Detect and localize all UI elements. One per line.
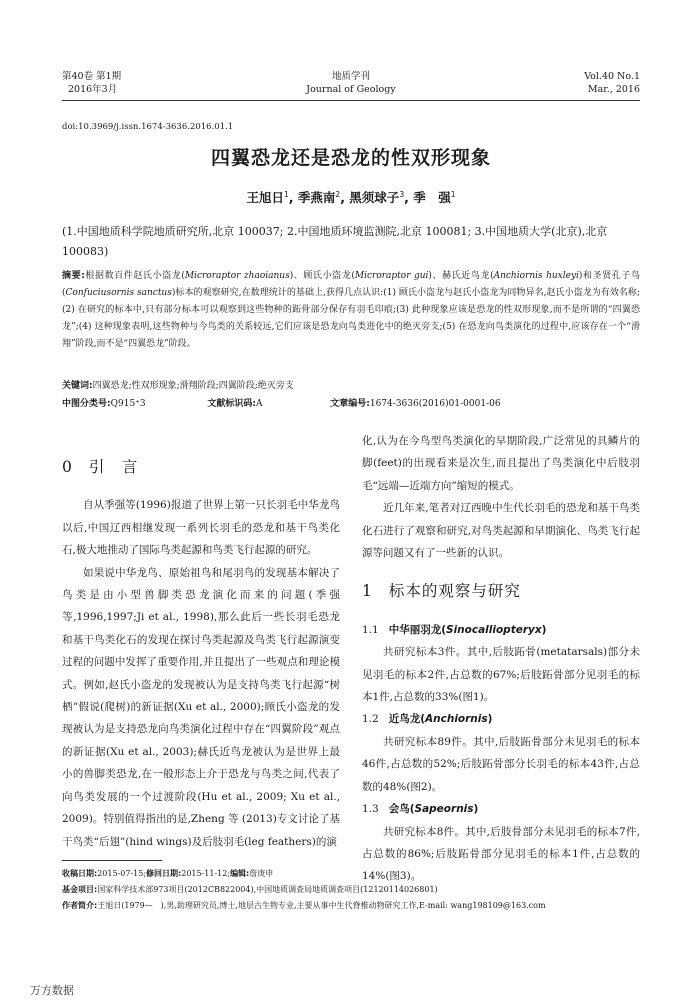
journal-issue: 第40卷 第1期 2016年3月 <box>62 71 122 95</box>
classification-line: 中图分类号:Q915⁺3 文献标识码:A 文章编号:1674-3636(2016)01-0001-06 <box>62 399 501 409</box>
paragraph: 化,认为在今鸟型鸟类演化的早期阶段,广泛常见的具鳞片的脚(feet)的出现看来是次生,而且提出了鸟类演化中后肢羽毛“远端—近端方向”缩短的模式。 <box>362 435 640 492</box>
subsection-heading: 1.2 近鸟龙(Anchiornis) <box>362 713 493 726</box>
abstract: 摘要:根据数百件赵氏小盗龙(Microraptor zhaoianus)、顾氏小盗龙(Microraptor gui)、赫氏近鸟龙(Anchiornis huxleyi)和圣贤孔子鸟(Confuciusornis sanctus)标本的观察研究,在数理统计的基础上,获得几点认识:(1) 顾氏小盗龙与赵氏小盗龙为同物异名,赵氏小盗龙为有效名称;(2) 在研究的标本中,只有部分标本可以观察到这些物种的跖骨部分保存有羽毛印痕;(3) 此种现象应该是恐龙的性双形现象,而不是所谓的“四翼恐龙”;(4) 这种现象表明,这些物种与今鸟类的关系较远,它们应该是恐龙向鸟类进化中的绝灭旁支;(5) 在恐龙向鸟类演化的过程中,应该存在一个“滑翔”阶段,而不是“四翼恐龙”阶段。 <box>62 271 640 349</box>
affiliations: (1.中国地质科学院地质研究所,北京 100037; 2.中国地质环境监测院,北京 100081; 3.中国地质大学(北京),北京 100083) <box>62 225 608 258</box>
paragraph: 自从季强等(1996)报道了世界上第一只长羽毛中华龙鸟以后,中国辽西相继发现一系列长羽毛的恐龙和基干鸟类化石,极大地推动了国际鸟类起源和鸟类飞行起源的研究。 <box>62 499 340 557</box>
footnote-divider <box>62 860 162 861</box>
paragraph: 近几年来,笔者对辽西晚中生代长羽毛的恐龙和基干鸟类化石进行了观察和研究,对鸟类起源和早期演化、鸟类飞行起源等问题又有了一些新的认识。 <box>362 502 640 560</box>
footnote-funding: 基金项目:国家科学技术部973项目(2012CB822004),中国地质调查局地质调查项目(12120114026801) <box>62 885 438 894</box>
footnotes <box>62 866 640 914</box>
author-list: 王旭日$^1$, 季燕南$^2$, 黑须球子$^3$, 季 强$^1$ <box>246 189 456 205</box>
right-column <box>362 430 640 888</box>
section-heading-specimens: 1 标本的观察与研究 <box>362 582 521 601</box>
footnote-author: 作者简介:王旭日(1979— ),男,助理研究员,博士,地层古生物专业,主要从事中生代脊椎动物研究工作,E-mail: wang198109@163.com <box>62 901 546 910</box>
paragraph: 如果说中华龙鸟、原始祖鸟和尾羽鸟的发现基本解决了鸟类是由小型兽脚类恐龙演化而来的问题(季强等,1996,1997;Ji et al., 1998),那么此后一些长羽毛恐龙和基干鸟类化石的发现在探讨鸟类起源及鸟类飞行起源演变过程的问题中发挥了重要作用,并且提出了一些观点和理论模式。例如,赵氏小盗龙的发现被认为是支持鸟类飞行起源“树栖”假说(爬树)的新证据(Xu et al., 2000);顾氏小盗龙的发现被认为是支持恐龙向鸟类演化过程中存在“四翼阶段”观点的新证据(Xu et al., 2003);赫氏近鸟龙被认为是世界上最小的兽脚类恐龙,在一般形态上介于恐龙与鸟类之间,代表了向鸟类发展的一个过渡阶段(Hu et al., 2009; Xu et al., 2009)。特别值得指出的是,Zheng 等 (2013)专文讨论了基干鸟类“后翅”(hind wings)及后肢羽毛(leg feathers)的演 <box>62 566 340 848</box>
footnote-dates: 收稿日期:2015-07-15;修回日期:2015-11-12;编辑:詹庚申 <box>62 869 274 878</box>
keywords: 关键词:四翼恐龙;性双形现象;滑翔阶段;四翼阶段;绝灭旁支 <box>62 381 294 391</box>
running-header <box>62 70 640 100</box>
watermark: 万方数据 <box>30 984 74 997</box>
journal-volume: Vol.40 No.1 Mar., 2016 <box>584 71 640 95</box>
journal-name: 地质学刊 Journal of Geology <box>306 71 396 95</box>
doi: doi:10.3969/j.issn.1674-3636.2016.01.1 <box>62 122 234 132</box>
subsection-heading: 1.3 会鸟(Sapeornis) <box>362 803 479 816</box>
article-title: 四翼恐龙还是恐龙的性双形现象 <box>210 147 491 169</box>
header-divider <box>62 100 640 101</box>
paragraph: 共研究标本3件。其中,后肢跖骨(metatarsals)部分未见羽毛的标本2件,占总数的67%;后肢跖骨部分见羽毛的标本1件,占总数的33%(图1)。 <box>362 646 640 704</box>
subsection-heading: 1.1 中华丽羽龙(Sinocalliopteryx) <box>362 623 547 636</box>
section-heading-intro: 0 引 言 <box>62 458 139 476</box>
paragraph: 共研究标本8件。其中,后肢骨部分未见羽毛的标本7件,占总数的86%;后肢跖骨部分见羽毛的标本1件,占总数的14%(图3)。 <box>362 825 640 883</box>
left-column <box>62 440 340 853</box>
paragraph: 共研究标本89件。其中,后肢跖骨部分未见羽毛的标本46件,占总数的52%;后肢跖骨部分长羽毛的标本43件,占总数的48%(图2)。 <box>362 735 640 793</box>
